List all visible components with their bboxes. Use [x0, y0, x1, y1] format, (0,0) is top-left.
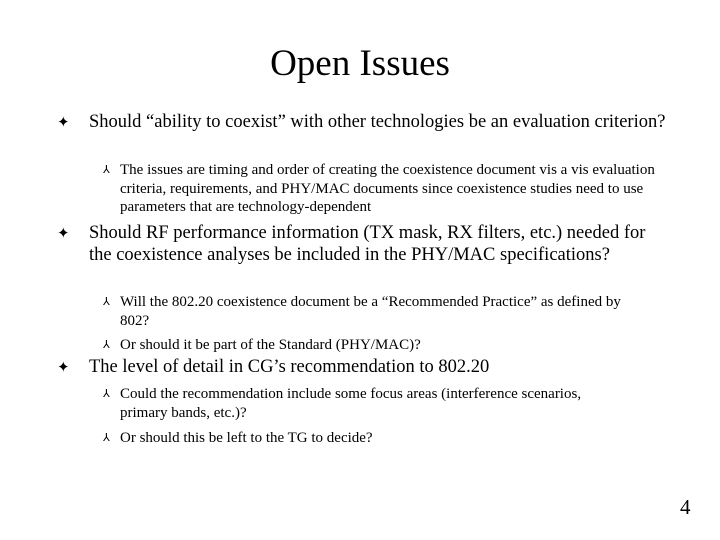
- sub-bullet-icon: ⅄: [103, 338, 110, 351]
- bullet-item: [57, 223, 649, 266]
- sub-bullet-text: Or should it be part of the Standard (PHY/MAC)?: [120, 337, 421, 353]
- sub-bullet-text: The issues are timing and order of creating the coexistence document vis a vis evaluation criteria, requirements, and PHY/MAC documents since coexistence studies need to use parameters that are technology-dependent: [120, 162, 655, 215]
- sub-bullet-text: Or should this be left to the TG to decide?: [120, 430, 373, 446]
- sub-bullet-icon: ⅄: [103, 295, 110, 308]
- bullet-text: The level of detail in CG’s recommendation to 802.20: [89, 357, 490, 377]
- sub-bullet-item: [103, 161, 665, 217]
- sub-bullet-item: [103, 429, 670, 448]
- sub-bullet-item: [103, 336, 670, 355]
- sub-bullet-text: Could the recommendation include some focus areas (interference scenarios, primary bands, etc.)?: [120, 386, 582, 421]
- star-bullet-icon: ✦: [57, 224, 70, 242]
- sub-bullet-text: Will the 802.20 coexistence document be a “Recommended Practice” as defined by 802?: [120, 294, 621, 329]
- star-bullet-icon: ✦: [57, 113, 70, 131]
- bullet-item: [57, 357, 669, 379]
- bullet-item: [57, 112, 669, 134]
- sub-bullet-icon: ⅄: [103, 431, 110, 444]
- star-bullet-icon: ✦: [57, 358, 70, 376]
- bullet-text: Should RF performance information (TX mask, RX filters, etc.) needed for the coexistence analyses be included in the PHY/MAC specifications?: [89, 223, 646, 265]
- sub-bullet-item: [103, 385, 610, 422]
- sub-bullet-item: [103, 293, 650, 330]
- bullet-text: Should “ability to coexist” with other technologies be an evaluation criterion?: [89, 112, 666, 132]
- page-number: 4: [680, 495, 691, 519]
- sub-bullet-icon: ⅄: [103, 163, 110, 176]
- sub-bullet-icon: ⅄: [103, 387, 110, 400]
- slide-title: Open Issues: [270, 43, 450, 84]
